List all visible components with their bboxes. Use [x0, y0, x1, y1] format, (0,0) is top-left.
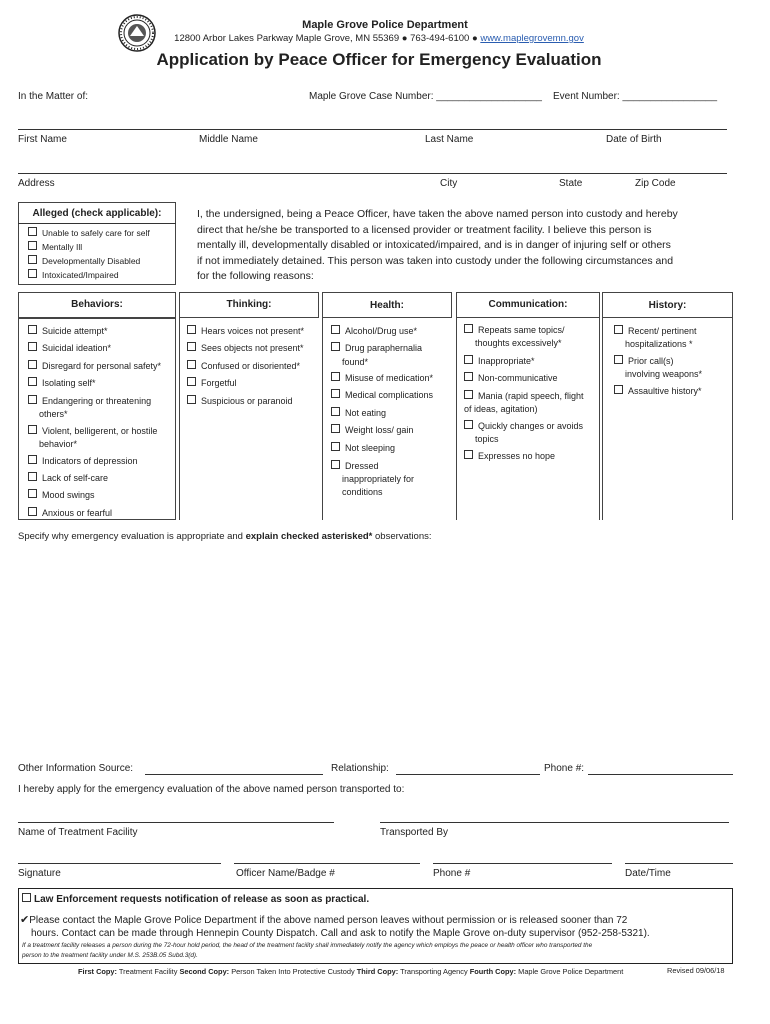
contact-line-1: ✔Please contact the Maple Grove Police Department if the above named person leaves without permission or is released sooner than 72 [20, 914, 628, 926]
copy-distribution: First Copy: Treatment Facility Second Copy: Person Taken Into Protective Custody Third Copy: Transporting Agency Fourth Copy: Maple Grove Police Department [78, 967, 624, 976]
other-source-field[interactable] [145, 774, 323, 775]
facility-field[interactable] [18, 822, 334, 823]
checkbox-icon[interactable] [28, 325, 37, 334]
checkbox-icon[interactable] [28, 489, 37, 498]
communication-item[interactable]: Quickly changes or avoids [464, 420, 583, 432]
relationship-label: Relationship: [331, 763, 389, 774]
checkbox-icon[interactable] [28, 269, 37, 278]
communication-item-cont: thoughts excessively* [475, 338, 562, 348]
checkbox-icon[interactable] [28, 377, 37, 386]
checkbox-icon[interactable] [22, 893, 31, 902]
communication-item-cont: of ideas, agitation) [464, 404, 538, 414]
checkbox-icon[interactable] [331, 424, 340, 433]
officer-phone-label: Phone # [433, 868, 471, 879]
health-item[interactable]: Medical complications [331, 389, 433, 401]
checkbox-icon[interactable] [28, 360, 37, 369]
history-item-cont: hospitalizations * [625, 339, 693, 349]
checked-box-icon[interactable]: ✔ [20, 914, 30, 926]
checkbox-icon[interactable] [464, 420, 473, 429]
checkbox-icon[interactable] [464, 355, 473, 364]
checkbox-icon[interactable] [28, 507, 37, 516]
signature-label: Signature [18, 868, 61, 879]
alleged-item[interactable]: Unable to safely care for self [28, 227, 150, 239]
other-source-label: Other Information Source: [18, 763, 134, 774]
datetime-field[interactable] [625, 863, 733, 864]
behavior-item[interactable]: Violent, belligerent, or hostile [28, 425, 157, 437]
website-link[interactable]: www.maplegrovemn.gov [480, 33, 584, 44]
behavior-item[interactable]: Isolating self* [28, 377, 96, 389]
history-item[interactable]: Assaultive history* [614, 385, 702, 397]
checkbox-icon[interactable] [331, 407, 340, 416]
checkbox-icon[interactable] [331, 342, 340, 351]
thinking-item[interactable]: Suspicious or paranoid [187, 395, 293, 407]
behavior-item[interactable]: Disregard for personal safety* [28, 360, 161, 372]
alleged-item[interactable]: Mentally Ill [28, 241, 82, 253]
case-number-field[interactable]: Maple Grove Case Number: ___________________ [309, 91, 542, 102]
health-item[interactable]: Dressed [331, 460, 379, 472]
facility-label: Name of Treatment Facility [18, 827, 138, 838]
dob-label: Date of Birth [606, 134, 662, 145]
health-item-cont: found* [342, 357, 369, 367]
checkbox-icon[interactable] [187, 377, 196, 386]
checkbox-icon[interactable] [28, 255, 37, 264]
page-title: Application by Peace Officer for Emergency Evaluation [156, 50, 602, 69]
health-item-cont: inappropriately for [342, 474, 415, 484]
datetime-label: Date/Time [625, 868, 671, 879]
history-item[interactable]: Recent/ pertinent [614, 325, 697, 337]
checkbox-icon[interactable] [614, 355, 623, 364]
transported-by-field[interactable] [380, 822, 729, 823]
history-item-cont: involving weapons* [625, 369, 703, 379]
checkbox-icon[interactable] [331, 325, 340, 334]
phone-label: Phone #: [544, 763, 585, 774]
checkbox-icon[interactable] [331, 442, 340, 451]
behavior-item-cont: others* [39, 409, 68, 419]
checkbox-icon[interactable] [464, 450, 473, 459]
event-number-field[interactable]: Event Number: _________________ [553, 91, 718, 102]
communication-item[interactable]: Inappropriate* [464, 355, 535, 367]
thinking-item[interactable]: Hears voices not present* [187, 325, 304, 337]
last-name-label: Last Name [425, 134, 474, 145]
checkbox-icon[interactable] [331, 372, 340, 381]
checkbox-icon[interactable] [28, 342, 37, 351]
health-item[interactable]: Drug paraphernalia [331, 342, 422, 354]
officer-statement: I, the undersigned, being a Peace Officer, have taken the above named person into custody and hereby direct that he/she be transported to a licensed provider or treatment facility. I believe this person is mentally ill, developmentally disabled or intoxicated/impaired, and is in danger of injuring self or others if not immediately detained. This person was taken into custody under the following circumstances and for the following reasons: [197, 208, 678, 282]
behavior-item[interactable]: Anxious or fearful [28, 507, 112, 519]
department-address: 12800 Arbor Lakes Parkway Maple Grove, MN 55369 ● 763-494-6100 ● [174, 33, 481, 44]
checkbox-icon[interactable] [28, 227, 37, 236]
checkbox-icon[interactable] [464, 372, 473, 381]
alleged-item[interactable]: Developmentally Disabled [28, 255, 140, 267]
checkbox-icon[interactable] [464, 390, 473, 399]
statute-fine-print-1: If a treatment facility releases a person during the 72-hour hold period, the head of the treatment facility shall immediately notify the agency which employs the peace or health officer who transported the [22, 942, 593, 949]
communication-item[interactable]: Non-communicative [464, 372, 558, 384]
checkbox-icon[interactable] [28, 395, 37, 404]
alleged-item[interactable]: Intoxicated/Impaired [28, 269, 119, 281]
behavior-item[interactable]: Mood swings [28, 489, 95, 501]
officer-phone-field[interactable] [433, 863, 612, 864]
health-item[interactable]: Misuse of medication* [331, 372, 433, 384]
history-item[interactable]: Prior call(s) [614, 355, 674, 367]
observations-area[interactable] [18, 548, 733, 753]
statute-fine-print-2: person to the treatment facility under M.S. 253B.05 Subd.3(d). [22, 952, 198, 959]
communication-item[interactable]: Expresses no hope [464, 450, 555, 462]
signature-field[interactable] [18, 863, 221, 864]
specify-instructions: Specify why emergency evaluation is appropriate and explain checked asterisked* observations: [18, 531, 432, 542]
health-item[interactable]: Alcohol/Drug use* [331, 325, 417, 337]
checkbox-icon[interactable] [331, 460, 340, 469]
checkbox-icon[interactable] [464, 324, 473, 333]
department-address-line [0, 33, 758, 44]
contact-line-2: hours. Contact can be made through Hennepin County Dispatch. Call and ask to notify the Maple Grove on-duty supervisor (952-258-5321). [31, 928, 650, 939]
checkbox-icon[interactable] [28, 425, 37, 434]
transported-by-label: Transported By [380, 827, 448, 838]
health-item[interactable]: Not eating [331, 407, 386, 419]
address-label: Address [18, 178, 55, 189]
state-label: State [559, 178, 583, 189]
city-label: City [440, 178, 458, 189]
alleged-title: Alleged (check applicable): [32, 208, 162, 219]
officer-field[interactable] [234, 863, 420, 864]
middle-name-label: Middle Name [199, 134, 258, 145]
behavior-item[interactable]: Lack of self-care [28, 472, 108, 484]
law-enforcement-notice[interactable]: Law Enforcement requests notification of release as soon as practical. [22, 893, 369, 905]
behavior-item-cont: behavior* [39, 439, 78, 449]
checkbox-icon[interactable] [187, 395, 196, 404]
behavior-item[interactable]: Suicide attempt* [28, 325, 108, 337]
communication-item[interactable]: Repeats same topics/ [464, 324, 565, 336]
behavior-item[interactable]: Indicators of depression [28, 455, 138, 467]
in-matter-label: In the Matter of: [18, 91, 89, 102]
officer-label: Officer Name/Badge # [236, 868, 335, 879]
thinking-item[interactable]: Confused or disoriented* [187, 360, 300, 372]
apply-statement: I hereby apply for the emergency evaluation of the above named person transported to: [18, 784, 405, 795]
department-name: Maple Grove Police Department [302, 19, 468, 31]
address-line[interactable] [18, 173, 727, 174]
checkbox-icon[interactable] [614, 325, 623, 334]
checkbox-icon[interactable] [28, 455, 37, 464]
health-item[interactable]: Not sleeping [331, 442, 395, 454]
health-item[interactable]: Weight loss/ gain [331, 424, 413, 436]
communication-item-cont: topics [475, 434, 499, 444]
thinking-item[interactable]: Forgetful [187, 377, 237, 389]
communication-item[interactable]: Mania (rapid speech, flight [464, 390, 584, 402]
checkbox-icon[interactable] [28, 472, 37, 481]
checkbox-icon[interactable] [331, 389, 340, 398]
behavior-item[interactable]: Endangering or threatening [28, 395, 151, 407]
behavior-item[interactable]: Suicidal ideation* [28, 342, 111, 354]
name-line[interactable] [18, 129, 727, 130]
checkbox-icon[interactable] [28, 241, 37, 250]
checkbox-icon[interactable] [187, 342, 196, 351]
relationship-field[interactable] [396, 774, 540, 775]
revision-date: Revised 09/06/18 [667, 966, 725, 975]
checkbox-icon[interactable] [187, 360, 196, 369]
health-item-cont: conditions [342, 487, 383, 497]
first-name-label: First Name [18, 134, 67, 145]
checkbox-icon[interactable] [614, 385, 623, 394]
phone-field[interactable] [588, 774, 733, 775]
thinking-item[interactable]: Sees objects not present* [187, 342, 304, 354]
checkbox-icon[interactable] [187, 325, 196, 334]
zip-label: Zip Code [635, 178, 676, 189]
